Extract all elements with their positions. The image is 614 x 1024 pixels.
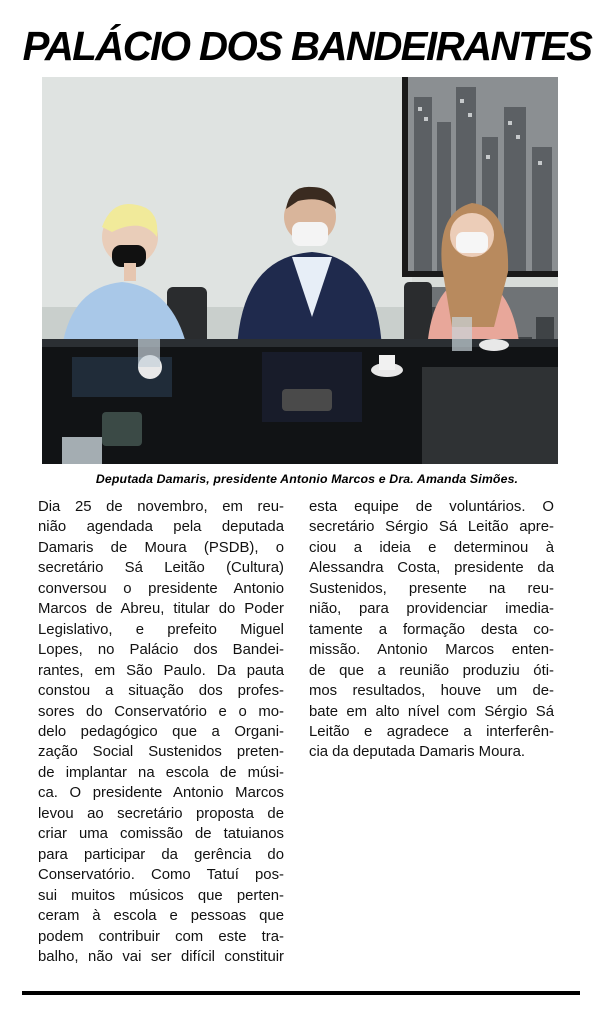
headline: PALÁCIO DOS BANDEIRANTES <box>22 23 592 69</box>
article-line: constou a situação dos profes- <box>38 683 284 700</box>
article-line: Marcos de Abreu, titular do Poder <box>38 601 284 618</box>
article-line: ca. O presidente Antonio Marcos <box>38 785 284 802</box>
article-line: mos resultados, houve um de- <box>309 683 554 700</box>
article-line: para participar da gerência do <box>38 846 284 863</box>
article-line: missão. Antonio Marcos enten- <box>309 642 554 659</box>
article-line: sui muitos músicos que perten- <box>38 887 284 904</box>
article-line: criar uma comissão de tatuianos <box>38 826 284 843</box>
bottom-rule <box>22 991 580 995</box>
article-line: cia da deputada Damaris Moura. <box>309 744 526 761</box>
article-line: nião agendada pela deputada <box>38 519 284 536</box>
meeting-photo <box>42 77 558 464</box>
article-line: Dia 25 de novembro, em reu- <box>38 499 284 515</box>
article-line: rantes, em São Paulo. Da pauta <box>38 662 284 679</box>
article-line: conversou o presidente Antonio <box>38 580 284 597</box>
article-line: ciou a ideia e determinou à <box>309 539 554 556</box>
article-line: bate em alto nível com Sérgio Sá <box>309 703 554 720</box>
article-line: sores do Conservatório e o mo- <box>38 703 284 720</box>
article-line: secretário Sá Leitão (Cultura) <box>38 560 284 577</box>
article-line: Lopes, no Palácio dos Bandei- <box>38 642 284 659</box>
article-line: esta equipe de voluntários. O <box>309 499 554 515</box>
article-line: de que a reunião produziu óti- <box>309 662 554 679</box>
article-line: Sustenidos, presente na reu- <box>309 580 554 597</box>
article-line: de implantar na escola de músi- <box>38 764 284 781</box>
article-line: Conservatório. Como Tatuí pos- <box>38 867 284 884</box>
article-line: nião, para providenciar imedia- <box>309 601 554 618</box>
photo-caption: Deputada Damaris, presidente Antonio Marcos e Dra. Amanda Simões. <box>95 472 519 486</box>
article-line: ceram à escola e pessoas que <box>38 908 284 925</box>
article-line: tamente a formação desta co- <box>309 621 554 638</box>
article-line: Legislativo, e prefeito Miguel <box>38 621 284 638</box>
article-column-left <box>38 497 284 967</box>
article-line: secretário Sérgio Sá Leitão apre- <box>309 519 554 536</box>
article-column-right <box>309 497 554 763</box>
article-line: Leitão e agradece a interferên- <box>309 723 554 740</box>
article-line: podem contribuir com este tra- <box>38 928 284 945</box>
article-line: Damaris de Moura (PSDB), o <box>38 539 284 556</box>
article-line: zação Social Sustenidos preten- <box>38 744 284 761</box>
article-line: levou ao secretário proposta de <box>38 805 284 822</box>
article-line: delo pedagógico que a Organi- <box>38 723 284 740</box>
article-line: balho, não vai ser difícil constituir <box>38 948 284 965</box>
article-line: Alessandra Costa, presidente da <box>309 560 554 577</box>
